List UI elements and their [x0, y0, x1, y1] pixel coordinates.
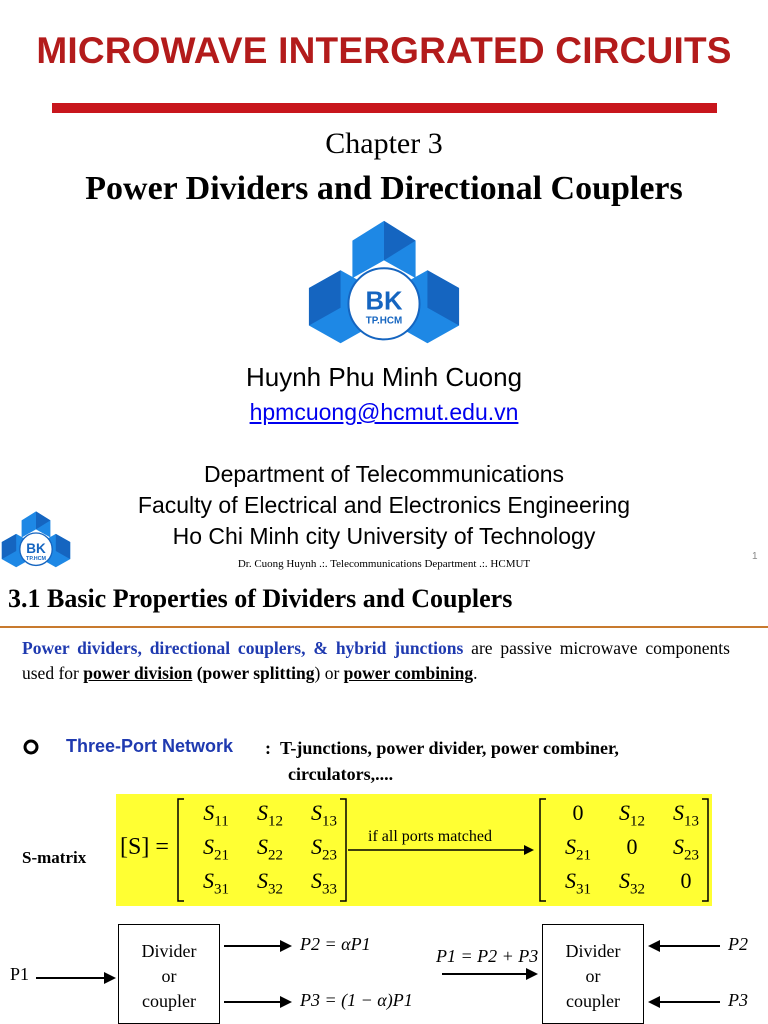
three-port-colon: : — [265, 738, 271, 758]
full-matrix-cell-22: $S_{22}$ — [257, 834, 283, 864]
slide-footer: Dr. Cuong Huynh .:. Telecommunications Department .:. HCMUT — [237, 558, 531, 570]
full-matrix-cell-13: $S_{13}$ — [311, 800, 337, 830]
smatrix-highlight-box — [116, 794, 712, 906]
matched-matrix-cell-13: $S_{13}$ — [673, 800, 699, 830]
matched-matrix-cell-22: 0 — [626, 834, 638, 859]
department-line: Department of Telecommunications — [203, 461, 565, 487]
university-logo — [305, 218, 463, 358]
full-matrix-cell-32: $S_{32}$ — [257, 868, 283, 898]
combiner-output-arrow-icon — [440, 966, 540, 982]
page-number: 1 — [752, 551, 758, 562]
matrix-lhs: [S] = — [120, 834, 169, 860]
para-open-paren: ( — [192, 663, 203, 683]
matched-matrix-cell-21: $S_{21}$ — [565, 834, 591, 864]
matched-matrix-cell-11: 0 — [572, 800, 584, 825]
arrow-label: if all ports matched — [368, 828, 492, 845]
right-arrow-icon — [346, 842, 536, 858]
matched-matrix-cell-32: $S_{32}$ — [619, 868, 645, 898]
combiner-in2-label: P2 — [728, 934, 748, 954]
para-period: . — [473, 663, 478, 683]
chapter-label: Chapter 3 — [325, 127, 443, 160]
divider-box-line-1: Divider — [141, 941, 197, 961]
combiner-in3-arrow-icon — [646, 994, 722, 1010]
divider-input-label: P1 — [10, 964, 30, 984]
full-matrix-cell-33: $S_{33}$ — [311, 868, 337, 898]
full-matrix-cell-12: $S_{12}$ — [257, 800, 283, 830]
para-text-1: are passive microwave components used for — [22, 638, 730, 683]
section-divider — [0, 626, 768, 628]
divider-box — [118, 924, 220, 1024]
university-line: Ho Chi Minh city University of Technology — [172, 523, 596, 549]
combiner-box-line-1: Divider — [565, 941, 621, 961]
full-matrix-cell-21: $S_{21}$ — [203, 834, 229, 864]
para-power-combining: power combining — [343, 663, 474, 683]
para-power-division: power division — [83, 663, 193, 683]
matched-matrix-cell-12: $S_{12}$ — [619, 800, 645, 830]
matched-matrix-cell-33: 0 — [680, 868, 692, 893]
author-name: Huynh Phu Minh Cuong — [245, 362, 523, 392]
three-port-description — [265, 738, 619, 759]
three-port-examples-continued: circulators,.... — [288, 764, 394, 784]
three-port-examples: T-junctions, power divider, power combiner, — [280, 738, 619, 758]
divider-box-line-3: coupler — [142, 991, 196, 1011]
author-email-link[interactable]: hpmcuong@hcmut.edu.vn — [249, 399, 519, 425]
section-title: 3.1 Basic Properties of Dividers and Couplers — [8, 584, 513, 613]
para-power-splitting: power splitting — [202, 663, 315, 683]
course-title: MICROWAVE INTERGRATED CIRCUITS — [36, 30, 732, 71]
combiner-in3-label: P3 — [728, 990, 748, 1010]
divider-out3-label: P3 = (1 − α)P1 — [300, 990, 413, 1010]
divider-out2-arrow-icon — [222, 938, 294, 954]
divider-input-arrow-icon — [34, 970, 118, 986]
para-text-2: ) or — [314, 663, 344, 683]
logo-small-text-tphcm: TP.HCM — [26, 556, 46, 562]
smatrix-label: S-matrix — [22, 848, 87, 867]
full-matrix-cell-31: $S_{31}$ — [203, 868, 229, 898]
combiner-box-line-2: or — [585, 966, 601, 986]
logo-text-tphcm: TP.HCM — [365, 315, 403, 327]
matched-matrix-cell-23: $S_{23}$ — [673, 834, 699, 864]
logo-text-bk: BK — [365, 287, 403, 316]
divider-out2-label: P2 = αP1 — [300, 934, 371, 954]
divider-box-line-2: or — [161, 966, 177, 986]
para-components: Power dividers, directional couplers, & hybrid junctions — [22, 638, 464, 658]
matched-matrix-cell-31: $S_{31}$ — [565, 868, 591, 898]
full-matrix-cell-23: $S_{23}$ — [311, 834, 337, 864]
faculty-line: Faculty of Electrical and Electronics Engineering — [137, 492, 631, 518]
divider-out3-arrow-icon — [222, 994, 294, 1010]
chapter-title: Power Dividers and Directional Couplers — [85, 170, 683, 207]
combiner-output-label: P1 = P2 + P3 — [436, 946, 539, 966]
logo-small-text-bk: BK — [26, 540, 46, 556]
matched-matrix — [540, 796, 710, 904]
author-email-container — [0, 399, 768, 426]
combiner-box-line-3: coupler — [566, 991, 620, 1011]
full-matrix — [178, 796, 348, 904]
title-underline-bar — [52, 103, 717, 113]
full-matrix-cell-11: $S_{11}$ — [203, 800, 229, 830]
combiner-box — [542, 924, 644, 1024]
combiner-in2-arrow-icon — [646, 938, 722, 954]
hollow-circle-bullet-icon — [22, 738, 40, 756]
three-port-heading: Three-Port Network — [66, 736, 234, 756]
slide-2 — [0, 578, 768, 1024]
intro-paragraph — [22, 636, 730, 686]
